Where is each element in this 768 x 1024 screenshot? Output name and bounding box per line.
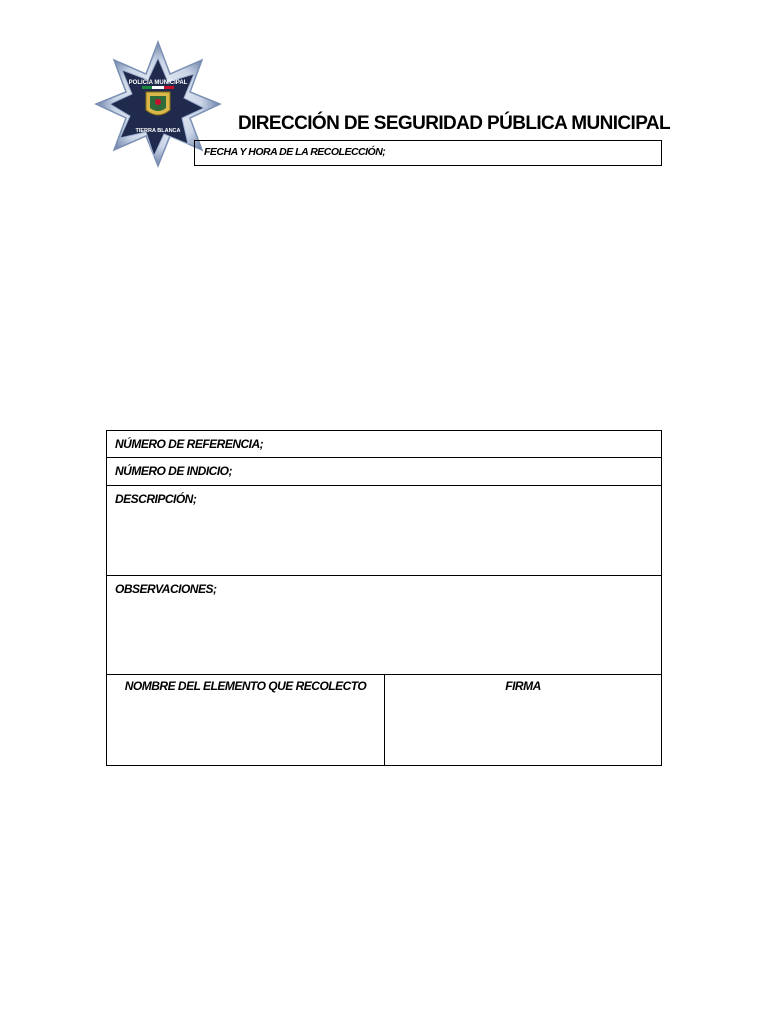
observaciones-label: OBSERVACIONES;: [115, 582, 217, 596]
fecha-hora-field[interactable]: [194, 140, 662, 166]
fecha-hora-label: FECHA Y HORA DE LA RECOLECCIÓN;: [204, 146, 386, 158]
numero-indicio-field[interactable]: [107, 458, 661, 486]
descripcion-field[interactable]: [107, 486, 661, 576]
numero-referencia-label: NÚMERO DE REFERENCIA;: [115, 437, 264, 451]
descripcion-label: DESCRIPCIÓN;: [115, 492, 197, 506]
signature-row: [107, 675, 661, 765]
nombre-elemento-field[interactable]: [107, 675, 385, 765]
nombre-elemento-label: NOMBRE DEL ELEMENTO QUE RECOLECTO: [124, 679, 367, 693]
page-title: DIRECCIÓN DE SEGURIDAD PÚBLICA MUNICIPAL: [238, 113, 671, 134]
firma-field[interactable]: [385, 675, 661, 765]
numero-indicio-label: NÚMERO DE INDICIO;: [115, 464, 232, 478]
observaciones-field[interactable]: [107, 576, 661, 675]
numero-referencia-field[interactable]: [107, 431, 661, 458]
badge-top-text: POLICÍA MUNICIPAL: [128, 80, 188, 86]
badge-bottom-text: TIERRA BLANCA: [135, 128, 181, 134]
evidence-form: [106, 430, 662, 766]
firma-label: FIRMA: [505, 679, 541, 693]
